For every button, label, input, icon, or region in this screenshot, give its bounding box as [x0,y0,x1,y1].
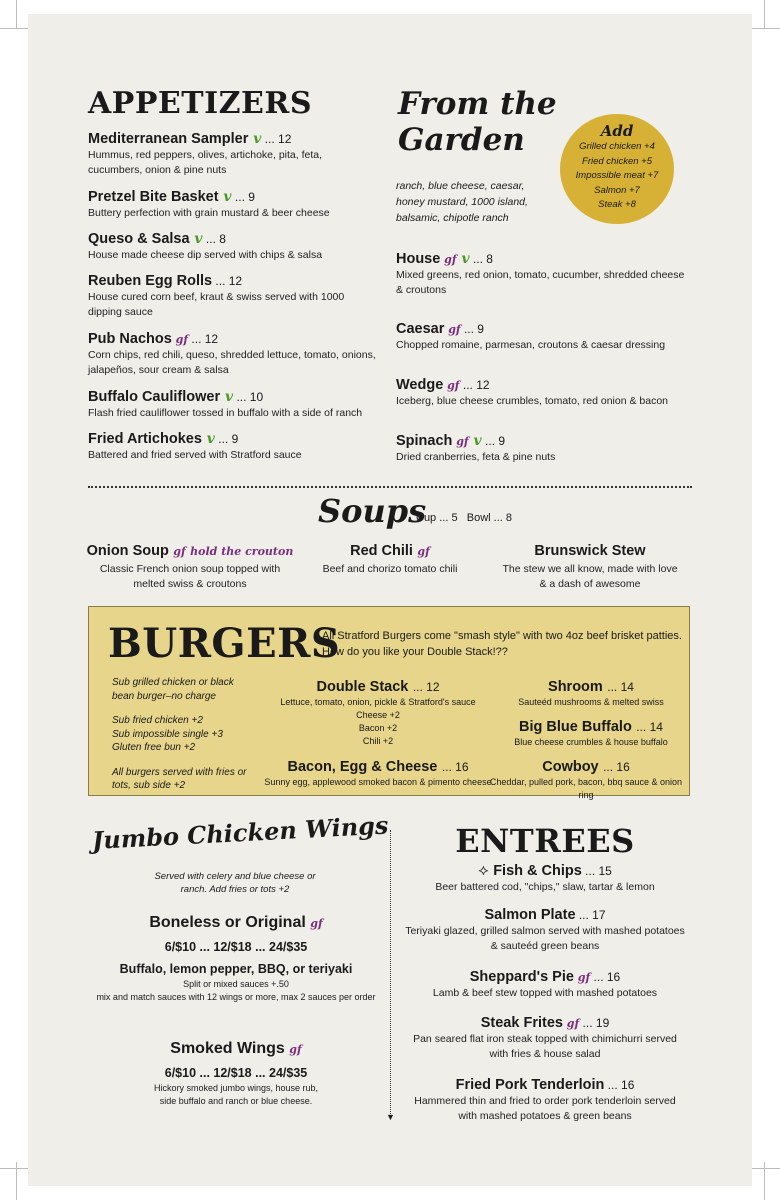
boneless-wings [88,914,384,1004]
appetizer-item [88,330,378,378]
column-divider [390,830,391,1118]
burgers-title: BURGERS [108,620,341,667]
add-title: Add [600,122,634,140]
burger-note: All burgers served with fries or tots, sub side +2 [112,766,247,791]
vegetarian-icon: v [218,189,232,205]
crop-mark [764,0,765,28]
burger-price: ... 12 [412,680,440,694]
salad-desc: Chopped romaine, parmesan, croutons & caesar dressing [396,339,666,351]
gluten-free-icon: gf [562,1017,580,1030]
add-protein-badge [560,114,674,224]
appetizer-heading [88,430,378,448]
appetizer-item [88,230,378,263]
appetizer-name: Fried Artichokes [88,431,202,447]
burger-item [250,758,506,789]
appetizer-item [88,130,378,178]
entree-name: Fried Pork Tenderloin [455,1077,605,1093]
arrow-down-icon: ▼ [386,1112,395,1122]
appetizer-price: ... 8 [202,232,226,246]
gluten-free-icon: gf [289,1043,302,1056]
salad-name: Caesar [396,321,445,337]
section-divider [88,486,692,488]
soup-name: Red Chili [350,543,413,559]
burger-item [496,678,686,709]
smoked-wings [88,1040,384,1108]
crop-mark [752,28,780,29]
appetizer-heading [88,130,378,148]
gluten-free-icon: gf [440,253,457,266]
burger-name: Bacon, Egg & Cheese [287,759,438,775]
salad-desc: Mixed greens, red onion, tomato, cucumber, shredded cheese & croutons [396,269,685,296]
crop-mark [0,28,28,29]
burger-notes [112,676,252,793]
appetizer-heading [88,388,378,406]
soups-title: Soups [318,492,427,530]
burger-note: Sub fried chicken +2 [112,715,203,726]
soup-note: hold the crouton [190,545,294,558]
soup-name: Onion Soup [86,543,169,559]
appetizer-desc: Corn chips, red chili, queso, shredded lettuce, tomato, onions, jalapeños, sour cream & salsa [88,349,376,376]
wings-subtitle: Served with celery and blue cheese or ranch. Add fries or tots +2 [154,871,316,895]
crop-mark [752,1168,780,1169]
gluten-free-icon: gf [171,333,189,346]
burger-note: Gluten free bun +2 [112,742,196,753]
salad-item [396,432,686,465]
wings-desc: Hickory smoked jumbo wings, house rub, side buffalo and ranch or blue cheese. [153,1083,319,1106]
appetizers-title: APPETIZERS [88,86,312,121]
entree-price: ... 15 [581,864,612,878]
garden-title [398,86,557,158]
burgers-intro: All Stratford Burgers come "smash style" with two 4oz beef brisket patties. How do you like your Double Stack!?? [322,630,682,658]
burger-name: Double Stack [316,679,409,695]
appetizer-item [88,188,378,221]
burger-price: ... 16 [441,760,469,774]
entree-desc: Pan seared flat iron steak topped with chimichurri served with fries & house salad [413,1033,677,1060]
gluten-free-icon: gf [444,323,461,336]
burger-item [258,678,498,748]
entrees-title: ENTREES [455,822,635,860]
entree-heading [400,906,690,924]
vegetarian-icon: v [220,389,234,405]
wings-title: Jumbo Chicken Wings [91,810,390,855]
soup-desc: Beef and chorizo tomato chili [322,563,458,575]
garden-title-line1: From the [398,86,557,122]
gluten-free-icon: gf [310,917,323,930]
burger-addon: Chili +2 [362,736,394,746]
wings-name: Boneless or Original [149,914,306,931]
fish-icon: ⟡ [478,862,494,879]
entree-price: ... 16 [604,1078,635,1092]
appetizer-item [88,430,378,463]
burger-name: Big Blue Buffalo [519,719,632,735]
entree-item [400,862,690,895]
burger-note: Sub grilled chicken or black bean burger–no charge [112,677,234,702]
salad-heading [396,250,686,268]
gluten-free-icon: gf [573,971,591,984]
garden-dressings: ranch, blue cheese, caesar, honey mustard, 1000 island, balsamic, chipotle ranch [396,180,528,224]
entree-desc: Beer battered cod, "chips," slaw, tartar & lemon [435,881,655,893]
appetizer-price: ... 9 [231,190,255,204]
entree-desc: Hammered thin and fried to order pork tenderloin served with mashed potatoes & green beans [414,1095,676,1122]
burger-name: Cowboy [542,759,599,775]
burger-item [484,758,688,802]
salad-item [396,250,686,298]
vegetarian-icon: v [201,431,215,447]
burger-name: Shroom [548,679,603,695]
burger-note: Sub impossible single +3 [112,728,223,740]
appetizer-desc: House cured corn beef, kraut & swiss served with 1000 dipping sauce [88,291,345,318]
garden-title-line2: Garden [398,122,525,158]
entree-name: Salmon Plate [484,907,576,923]
wings-note: mix and match sauces with 12 wings or more, max 2 sauces per order [96,992,376,1002]
entree-item [400,968,690,1001]
soups-prices: Cup ... 5 Bowl ... 8 [416,512,512,524]
soup-item [486,542,694,592]
gluten-free-icon: gf [452,435,469,448]
entree-name: Steak Frites [480,1015,563,1031]
crop-mark [0,1168,28,1169]
appetizer-heading [88,188,378,206]
add-line: Impossible meat +7 [575,170,659,181]
salad-heading [396,320,686,338]
appetizer-heading [88,272,378,290]
entree-desc: Teriyaki glazed, grilled salmon served with mashed potatoes & sauteéd green beans [405,925,685,952]
salad-price: ... 9 [460,322,484,336]
burger-desc: Cheddar, pulled pork, bacon, bbq sauce & onion ring [489,777,683,800]
appetizer-heading [88,230,378,248]
wings-prices: 6/$10 ... 12/$18 ... 24/$35 [164,1066,308,1080]
entree-price: ... 16 [590,970,621,984]
appetizer-price: ... 12 [261,132,292,146]
burger-desc: Sauteéd mushrooms & melted swiss [518,697,664,707]
appetizer-item [88,272,378,320]
gluten-free-icon: gf [173,545,186,558]
salad-heading [396,376,686,394]
burger-desc: Lettuce, tomato, onion, pickle & Stratford's sauce [280,697,476,707]
entree-name: Sheppard's Pie [469,969,574,985]
crop-mark [16,0,17,28]
gluten-free-icon: gf [417,545,430,558]
appetizer-item [88,388,378,421]
burger-price: ... 14 [636,720,663,734]
entree-desc: Lamb & beef stew topped with mashed potatoes [432,987,658,999]
salad-price: ... 12 [459,378,490,392]
wings-sauces: Buffalo, lemon pepper, BBQ, or teriyaki [119,962,353,976]
wings-name: Smoked Wings [170,1040,285,1057]
add-line: Grilled chicken +4 [579,141,655,152]
appetizer-price: ... 12 [188,332,219,346]
appetizer-desc: Hummus, red peppers, olives, artichoke, pita, feta, cucumbers, onion & pine nuts [88,149,323,176]
salad-name: Wedge [396,377,444,393]
add-line: Fried chicken +5 [582,155,652,167]
vegetarian-icon: v [248,131,262,147]
soup-desc: Classic French onion soup topped with melted swiss & croutons [99,563,281,590]
appetizer-desc: House made cheese dip served with chips & salsa [88,249,323,261]
salad-item [396,376,686,409]
appetizer-name: Pretzel Bite Basket [88,189,219,205]
appetizer-heading [88,330,378,348]
salad-name: House [396,251,441,267]
appetizer-desc: Buttery perfection with grain mustard & beer cheese [88,207,330,219]
salad-price: ... 9 [481,434,506,448]
soup-item [300,542,480,577]
wings-note: Split or mixed sauces +.50 [183,979,289,989]
entree-item [400,906,690,954]
salad-name: Spinach [396,433,453,449]
add-line: Steak +8 [598,199,636,210]
wings-prices: 6/$10 ... 12/$18 ... 24/$35 [164,940,308,954]
entree-heading [400,862,690,880]
burger-desc: Blue cheese crumbles & house buffalo [514,737,668,747]
entree-heading [400,968,690,986]
entree-price: ... 19 [579,1016,610,1030]
appetizer-name: Buffalo Cauliflower [88,389,221,405]
entree-item [400,1076,690,1124]
appetizer-name: Reuben Egg Rolls [88,273,213,289]
appetizer-desc: Flash fried cauliflower tossed in buffalo with a side of ranch [88,407,363,419]
appetizer-price: ... 10 [233,390,264,404]
burger-price: ... 16 [603,760,630,774]
appetizer-desc: Battered and fried served with Stratford sauce [88,449,302,461]
vegetarian-icon: v [189,231,203,247]
entree-heading [400,1014,690,1032]
burger-addon: Bacon +2 [358,723,398,733]
appetizer-name: Mediterranean Sampler [88,131,249,147]
vegetarian-icon: v [468,433,482,449]
burger-desc: Sunny egg, applewood smoked bacon & pimento cheese [264,777,492,787]
entree-item [400,1014,690,1062]
entree-heading [400,1076,690,1094]
salad-heading [396,432,686,450]
burger-price: ... 14 [607,680,634,694]
soup-item [80,542,300,592]
salad-price: ... 8 [469,252,493,266]
salad-item [396,320,686,353]
appetizer-price: ... 12 [212,274,243,288]
soup-desc: The stew we all know, made with love & a dash of awesome [502,563,678,590]
entree-price: ... 17 [575,908,606,922]
burger-addon: Cheese +2 [356,710,400,720]
salad-desc: Iceberg, blue cheese crumbles, tomato, red onion & bacon [396,395,668,407]
soup-name: Brunswick Stew [534,543,646,559]
appetizer-name: Queso & Salsa [88,231,190,247]
vegetarian-icon: v [456,251,470,267]
salad-desc: Dried cranberries, feta & pine nuts [396,451,556,463]
appetizer-name: Pub Nachos [88,331,172,347]
add-line: Salmon +7 [594,184,640,196]
appetizer-price: ... 9 [214,432,239,446]
entree-name: Fish & Chips [493,863,582,879]
burger-item [496,718,686,749]
gluten-free-icon: gf [443,379,460,392]
